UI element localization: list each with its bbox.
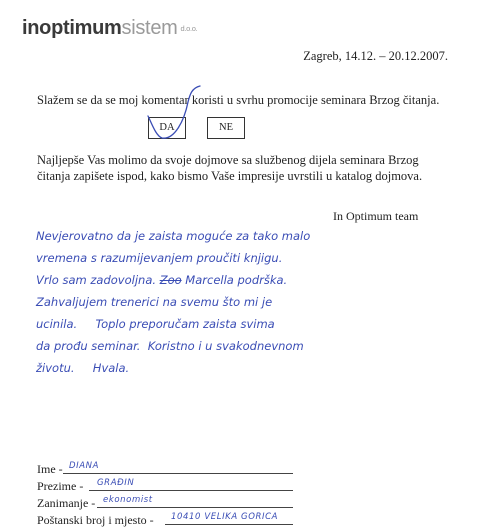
post-label: Poštanski broj i mjesto - [37,513,154,527]
surname-label: Prezime - [37,479,84,493]
consent-text: Slažem se da se moj komentar koristi u svrhu promocije seminara Brzog čitanja. [37,93,440,107]
name-row [37,461,154,478]
surname-field[interactable]: GRAĐIN [97,478,135,488]
comment-line: da prođu seminar. Koristno i u svakodnevnom [36,339,304,353]
post-field[interactable]: 10410 VELIKA GORICA [171,512,279,522]
handwritten-comment [36,225,486,379]
company-logo: inoptimumsistem d.o.o. [22,17,198,39]
job-row [37,495,154,512]
place-date: Zagreb, 14.12. – 20.12.2007. [303,49,448,63]
struck-word: Zoo [159,273,182,287]
checkmark-icon [140,84,210,144]
request-text: Najljepše Vas molimo da svoje dojmove sa službenog dijela seminara Brzog čitanja zapišete ispod, kako bismo Vaše impresije uvrstili u katalog dojmova. [37,153,423,183]
job-field[interactable]: ekonomist [103,495,153,505]
option-no-box[interactable]: NE [207,117,245,139]
comment-line: Nevjerovatno da je zaista moguće za tako malo [36,229,311,243]
job-label: Zanimanje - [37,496,96,510]
comment-line: Vrlo sam zadovoljna. Zoo Marcella podrška. [36,273,288,287]
option-yes-box[interactable]: DA [148,117,186,139]
post-row [37,512,279,529]
name-label: Ime - [37,462,63,476]
team-signature: In Optimum team [333,209,419,223]
comment-line: vremena s razumijevanjem proučiti knjigu. [36,251,283,265]
personal-info-form [37,461,279,529]
comment-line: životu. Hvala. [36,361,130,375]
name-field[interactable]: DIANA [69,461,100,471]
comment-line: Zahvaljujem trenerici na svemu što mi je [36,295,273,309]
comment-line: ucinila. Toplo preporučam zaista svima [36,317,275,331]
